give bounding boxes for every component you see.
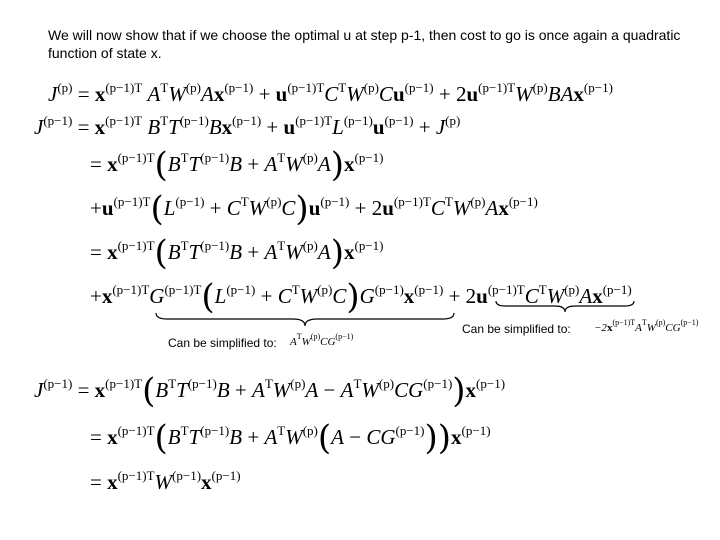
equation-result-line-1: $J^{(p-1)} = x^{(p-1)T}(B^TT^{(p-1)}B + A^TW^{(p)}A - A^TW^{(p)}CG^{(p-1)})x^{(p-1)}$ bbox=[34, 371, 506, 411]
right-simplify-label: Can be simplified to: bbox=[462, 322, 571, 336]
equation-expansion-u-term: $+u^{(p-1)T}(L^{(p-1)} + C^TW^{(p)}C)u^{(p-1)} + 2u^{(p-1)T}C^TW^{(p)}Ax^{(p-1)}$ bbox=[90, 189, 538, 229]
left-underbrace bbox=[155, 312, 455, 328]
left-simplified-expression: $A^TW^{(p)}CG^{(p-1)}$ bbox=[290, 332, 354, 348]
equation-substituted-gain-terms: $+x^{(p-1)T}G^{(p-1)T}(L^{(p-1)} + C^TW^{(p)}C)G^{(p-1)}x^{(p-1)} + 2u^{(p-1)T}C^TW^{(p)}Ax^{(p-1)}$ bbox=[90, 277, 632, 317]
equation-cost-p-minus-1: $J^{(p-1)} = x^{(p-1)T}$ $B^TT^{(p-1)}Bx^{(p-1)} + u^{(p-1)T}L^{(p-1)}u^{(p-1)} + J^{(p)}$ bbox=[34, 113, 461, 139]
equation-result-line-2: = $x^{(p-1)T}(B^TT^{(p-1)}B + A^TW^{(p)}(A - CG^{(p-1)}))x^{(p-1)}$ bbox=[90, 418, 491, 458]
left-simplify-label: Can be simplified to: bbox=[168, 336, 277, 350]
equation-cost-p: $J^{(p)} = x^{(p-1)T}$ $A^TW^{(p)}Ax^{(p-1)} + u^{(p-1)T}C^TW^{(p)}Cu^{(p-1)} + 2u^{(p-1)T}W^{(p)}BAx^{(p-1)}$ bbox=[48, 80, 613, 106]
right-underbrace bbox=[495, 300, 635, 314]
equation-expansion-x-term: = $x^{(p-1)T}(B^TT^{(p-1)}B + A^TW^{(p)}A)x^{(p-1)}$ bbox=[90, 145, 384, 185]
equation-result-line-3: = $x^{(p-1)T}W^{(p-1)}x^{(p-1)}$ bbox=[90, 468, 241, 494]
right-simplified-expression: $-2x^{(p-1)T}A^TW^{(p)}CG^{(p-1)}$ bbox=[594, 318, 699, 334]
equation-substituted-x-term: = $x^{(p-1)T}(B^TT^{(p-1)}B + A^TW^{(p)}A)x^{(p-1)}$ bbox=[90, 233, 384, 273]
intro-text: We will now show that if we choose the optimal u at step p-1, then cost to go is once again a quadratic function of state x. bbox=[48, 27, 681, 61]
